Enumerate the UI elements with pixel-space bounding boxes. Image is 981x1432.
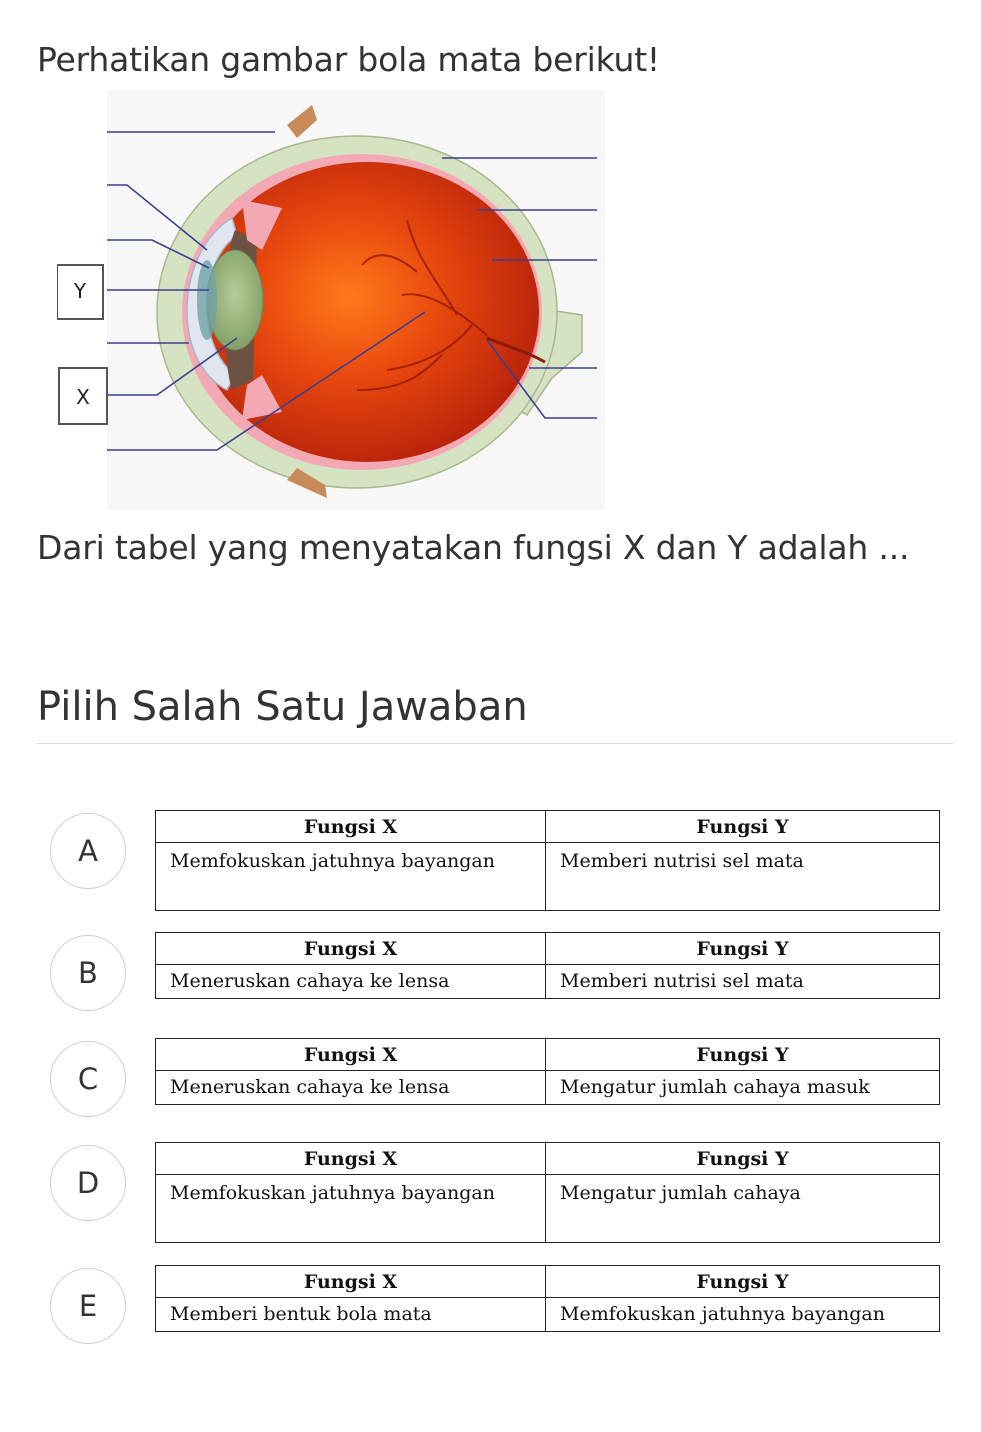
cell-fungsi-y: Memberi nutrisi sel mata: [546, 843, 940, 911]
header-fungsi-x: Fungsi X: [156, 1039, 546, 1071]
option-a[interactable]: [50, 810, 940, 910]
cell-fungsi-x: Meneruskan cahaya ke lensa: [156, 965, 546, 999]
label-x: X: [76, 385, 90, 409]
header-fungsi-x: Fungsi X: [156, 811, 546, 843]
option-letter-circle[interactable]: D: [50, 1145, 126, 1221]
cell-fungsi-x: Meneruskan cahaya ke lensa: [156, 1071, 546, 1105]
question-intro: Perhatikan gambar bola mata berikut!: [37, 40, 660, 79]
header-fungsi-x: Fungsi X: [156, 1143, 546, 1175]
option-letter-circle[interactable]: B: [50, 935, 126, 1011]
option-letter-circle[interactable]: A: [50, 813, 126, 889]
option-table: [155, 810, 940, 911]
option-table: [155, 1265, 940, 1332]
header-fungsi-x: Fungsi X: [156, 933, 546, 965]
option-c[interactable]: [50, 1038, 940, 1118]
option-b[interactable]: [50, 932, 940, 1012]
cell-fungsi-y: Mengatur jumlah cahaya: [546, 1175, 940, 1243]
header-fungsi-y: Fungsi Y: [546, 1266, 940, 1298]
option-letter-circle[interactable]: E: [50, 1268, 126, 1344]
header-fungsi-y: Fungsi Y: [546, 811, 940, 843]
cell-fungsi-x: Memberi bentuk bola mata: [156, 1298, 546, 1332]
option-table: [155, 1038, 940, 1105]
section-title: Pilih Salah Satu Jawaban: [37, 684, 528, 730]
option-table: [155, 932, 940, 999]
cell-fungsi-y: Mengatur jumlah cahaya masuk: [546, 1071, 940, 1105]
cell-fungsi-x: Memfokuskan jatuhnya bayangan: [156, 1175, 546, 1243]
option-table: [155, 1142, 940, 1243]
option-letter-circle[interactable]: C: [50, 1041, 126, 1117]
section-divider: [37, 743, 954, 744]
header-fungsi-y: Fungsi Y: [546, 933, 940, 965]
header-fungsi-y: Fungsi Y: [546, 1039, 940, 1071]
question-prompt: Dari tabel yang menyatakan fungsi X dan Y adalah ...: [37, 528, 910, 567]
option-e[interactable]: [50, 1265, 940, 1345]
eyeball-diagram: [57, 90, 605, 510]
header-fungsi-y: Fungsi Y: [546, 1143, 940, 1175]
cell-fungsi-y: Memfokuskan jatuhnya bayangan: [546, 1298, 940, 1332]
option-d[interactable]: [50, 1142, 940, 1242]
cell-fungsi-y: Memberi nutrisi sel mata: [546, 965, 940, 999]
cell-fungsi-x: Memfokuskan jatuhnya bayangan: [156, 843, 546, 911]
label-y: Y: [73, 279, 87, 303]
header-fungsi-x: Fungsi X: [156, 1266, 546, 1298]
